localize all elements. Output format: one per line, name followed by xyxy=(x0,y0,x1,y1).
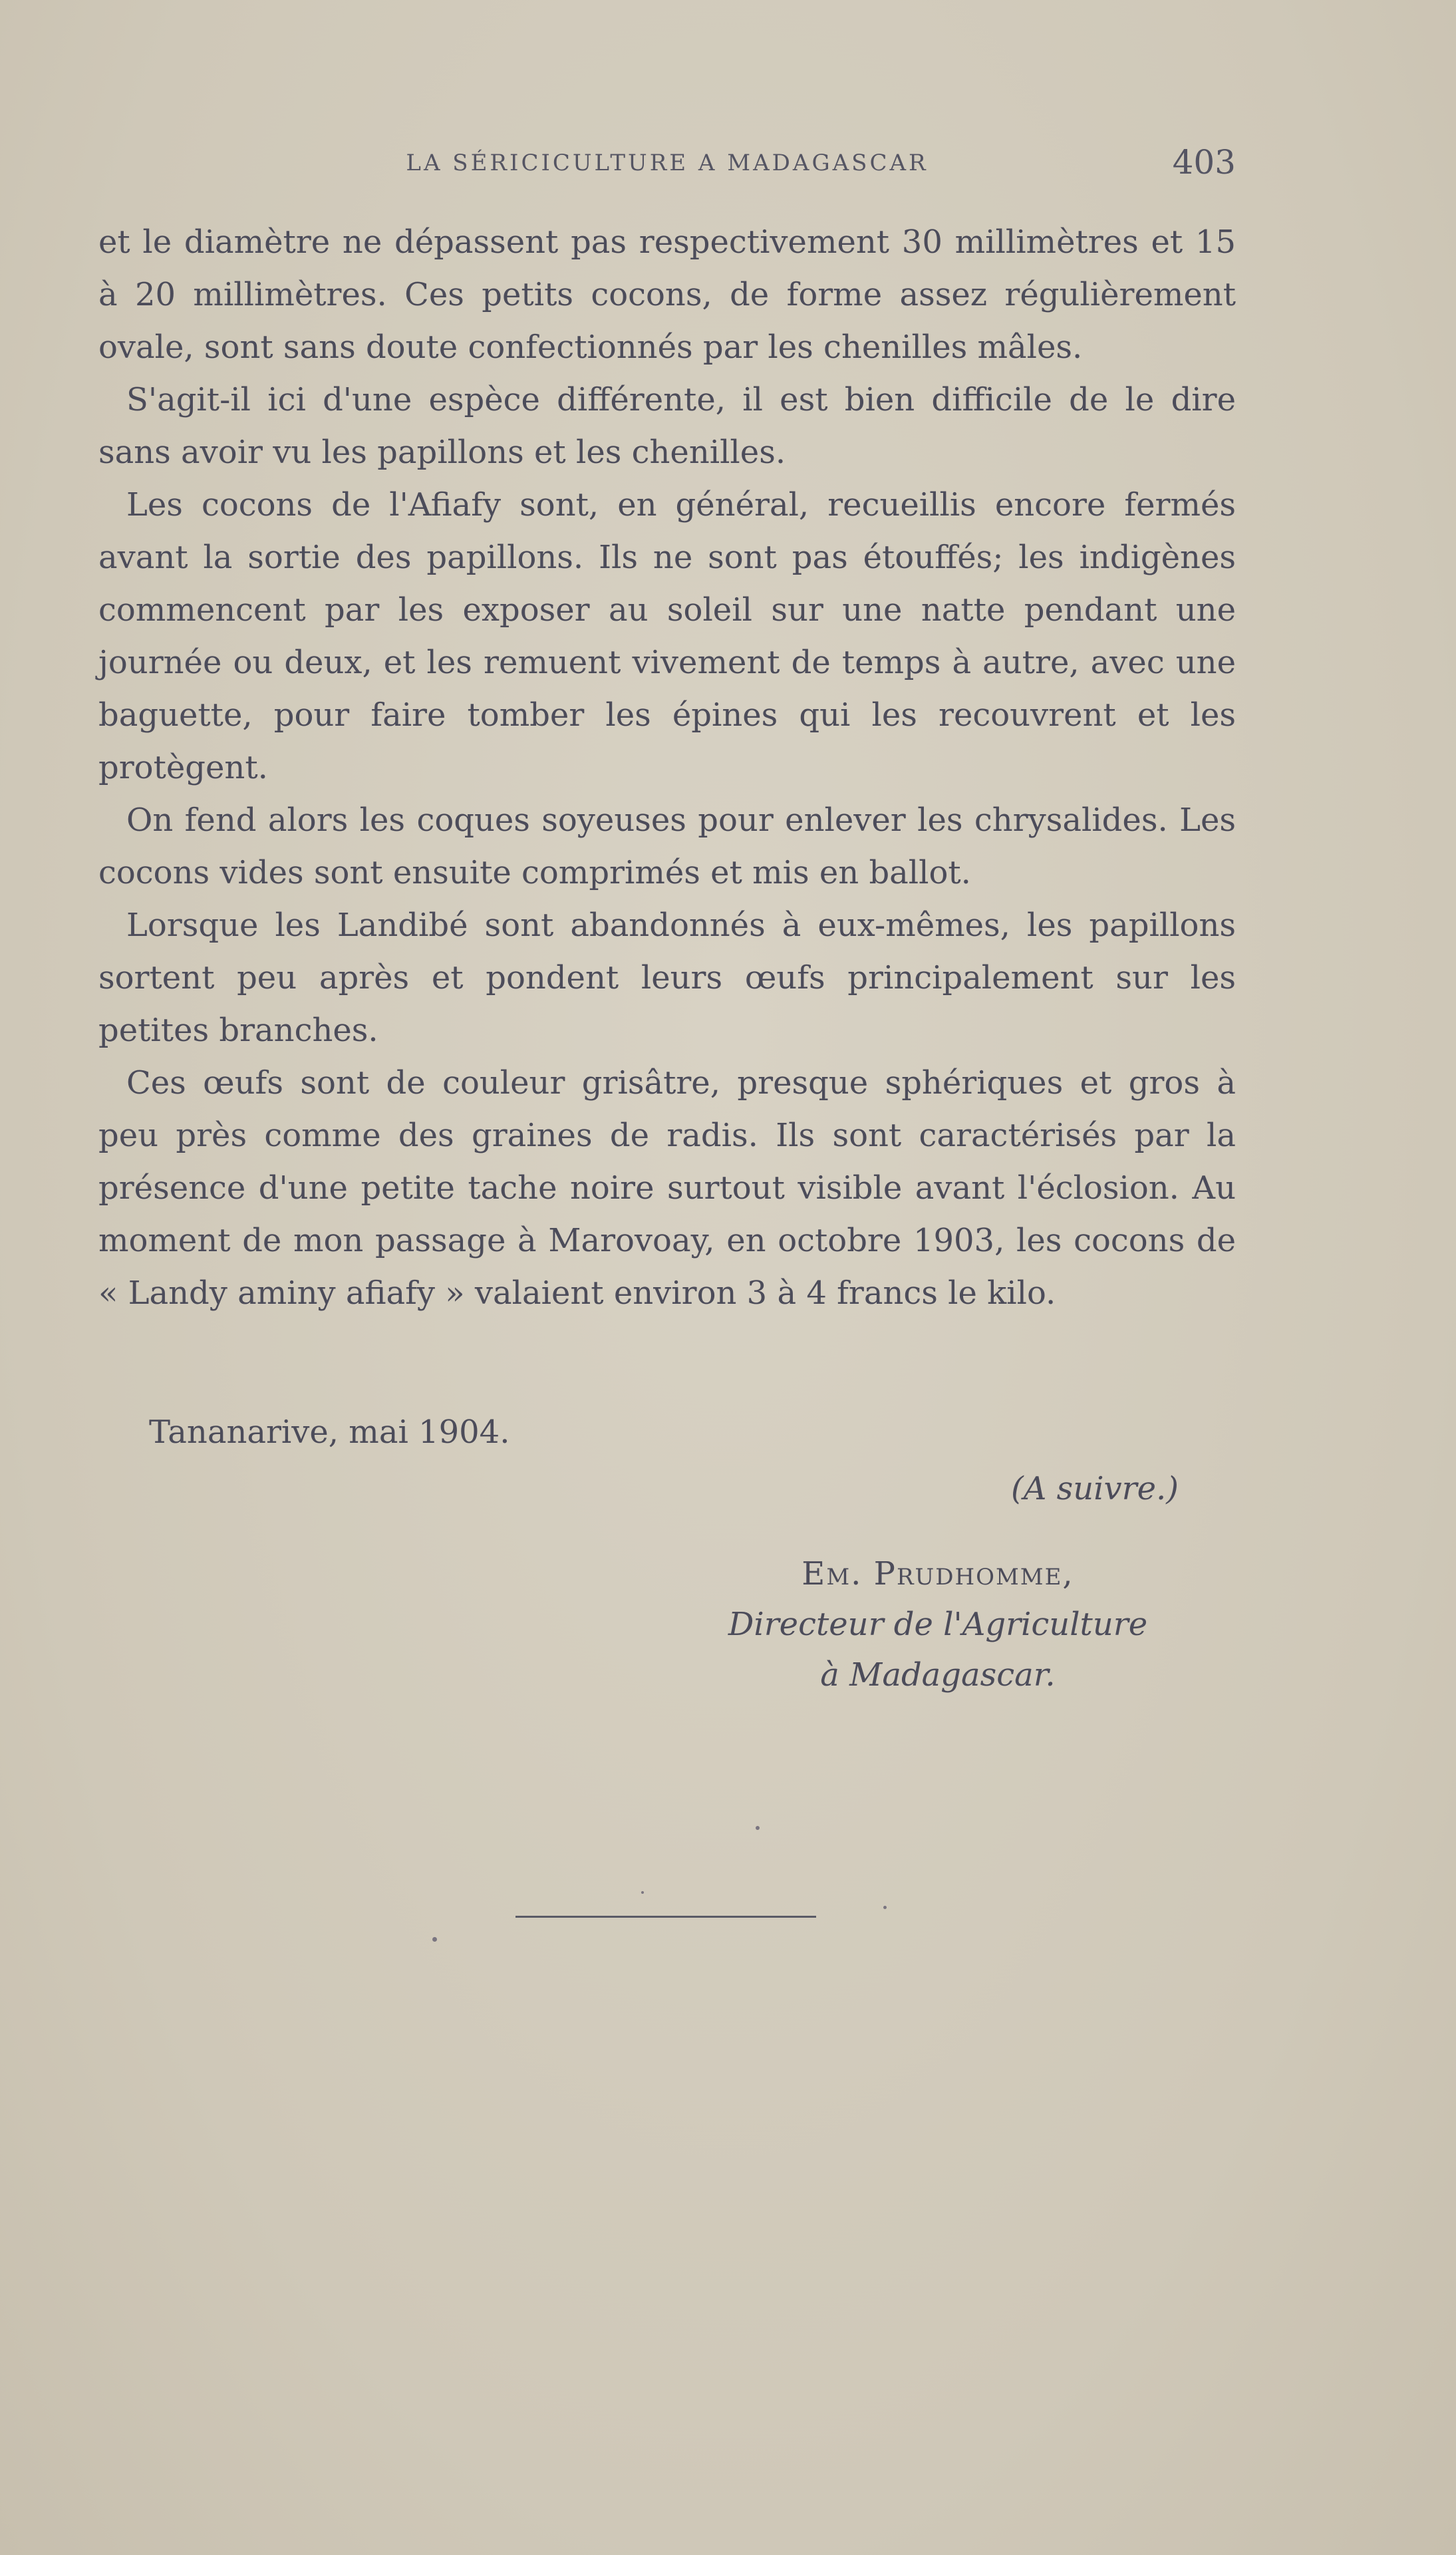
paper-speck xyxy=(756,1826,760,1830)
paper-speck xyxy=(883,1906,887,1909)
article-body xyxy=(98,216,1236,1320)
author-location: à Madagascar. xyxy=(820,1656,1056,1694)
signature-block xyxy=(698,1549,1177,1700)
to-be-continued: (A suivre.) xyxy=(1011,1470,1179,1507)
paragraph-3: Les cocons de l'Afiafy sont, en général, recueillis encore fermés avant la sortie des papillons. Ils ne sont pas étouffés; les indigènes commencent par les exposer au soleil sur une natte pendant une journée ou deux, et les remuent vivement de temps à autre, avec une baguette, pour faire tomber les épines qui les recouvrent et les protègent. xyxy=(98,486,1236,786)
paragraph-4: On fend alors les coques soyeuses pour enlever les chrysalides. Les cocons vides sont ensuite comprimés et mis en ballot. xyxy=(98,802,1236,891)
author-title: Directeur de l'Agriculture xyxy=(728,1606,1148,1643)
paragraph-6: Ces œufs sont de couleur grisâtre, presque sphériques et gros à peu près comme des graines de radis. Ils sont caractérisés par la présence d'une petite tache noire surtout visible avant l'éclosion. Au moment de mon passage à Marovoay, en octobre 1903, les cocons de « Landy aminy afiafy » valaient environ 3 à 4 francs le kilo. xyxy=(98,1064,1236,1312)
paragraph-5: Lorsque les Landibé sont abandonnés à eux-mêmes, les papillons sortent peu après et pondent leurs œufs principalement sur les petites branches. xyxy=(98,907,1236,1049)
paragraph-1: et le diamètre ne dépassent pas respectivement 30 millimètres et 15 à 20 millimètres. Ces petits cocons, de forme assez régulièrement ovale, sont sans doute confectionnés par les chenilles mâles. xyxy=(98,224,1236,366)
dateline: Tananarive, mai 1904. xyxy=(149,1414,510,1451)
paper-speck xyxy=(641,1891,644,1894)
running-title: LA SÉRICICULTURE A MADAGASCAR xyxy=(406,150,929,176)
running-head xyxy=(98,143,1236,183)
end-rule xyxy=(515,1916,816,1918)
paragraph-2: S'agit-il ici d'une espèce différente, il est bien difficile de le dire sans avoir vu les papillons et les chenilles. xyxy=(98,381,1236,471)
paper-speck xyxy=(432,1937,437,1942)
page-number: 403 xyxy=(1172,143,1236,182)
author-name: Em. Prudhomme, xyxy=(801,1555,1074,1592)
